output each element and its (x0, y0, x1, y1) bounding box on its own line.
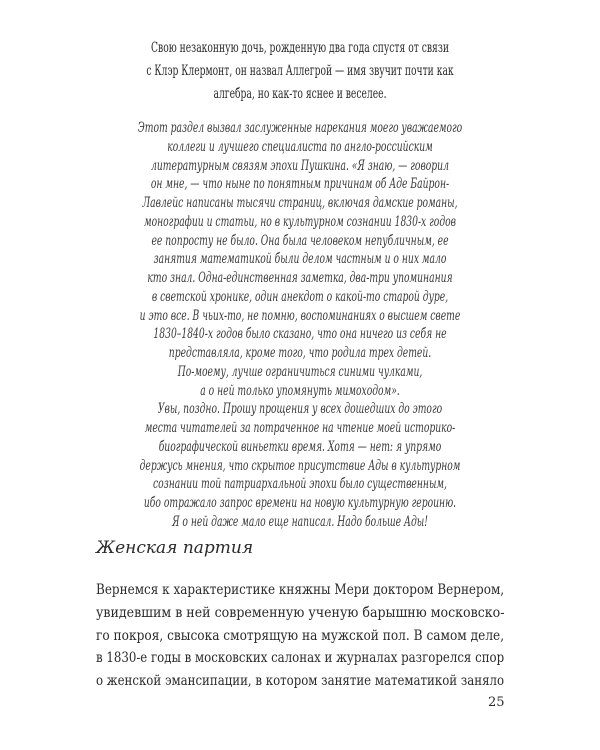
note-line: монографии и статьи, но в культурном сознании 1830-х годов (143, 214, 457, 230)
note-line: литературным связям эпохи Пушкина. «Я знаю, — говорил (151, 158, 449, 174)
body-line: го покроя, свысока смотрящую на мужской пол. В самом деле, (96, 628, 505, 644)
intro-line: с Клэр Клермонт, он назвал Аллегрой — имя звучит почти как (146, 63, 454, 79)
body-line: увидевшим в ней современную ученую барышню московско- (96, 605, 505, 621)
note-line: держусь мнения, что скрытое присутствие Ады в культурном (139, 458, 461, 474)
note-line: 1830–1840-х годов было сказано, что она ничего из себя не (153, 326, 447, 342)
note-line: Лавлейс написаны тысячи страниц, включая дамские романы, (142, 195, 458, 211)
note-line: сознании той патриархальной эпохи было существенным, (153, 476, 447, 492)
note-line: ее попросту не было. Она была человеком непубличным, ее (151, 233, 449, 249)
note-line: занятия математикой были делом частным и о них мало (153, 251, 447, 267)
note-line: в светской хронике, один анекдот о какой-то старой дуре, (151, 289, 449, 305)
note-line: биографической виньетки время. Хотя — нет: я упрямо (158, 439, 442, 455)
note-line: он мне, — что ныне по понятным причинам об Аде Байрон- (150, 176, 450, 192)
intro-line: Свою незаконную дочь, рожденную два года спустя от связи (151, 40, 449, 56)
note-line: и это все. В чьих-то, не помню, воспоминаниях о высшем свете (139, 308, 461, 324)
intro-line: алгебра, но как-то яснее и веселее. (213, 86, 387, 102)
body-line: Вернемся к характеристике княжны Мери доктором Вернером, (96, 582, 505, 598)
note-line: ибо отражало запрос времени на новую культурную героиню. (143, 495, 457, 511)
body-line: в 1830-е годы в московских салонах и журналах разгорелся спор (96, 650, 505, 666)
note-line: представляла, кроме того, что родила трех детей. (168, 345, 432, 361)
note-line: а о ней только упомянуть мимоходом». (200, 383, 400, 399)
note-line: коллеги и лучшего специалиста по англо-российским (167, 139, 433, 155)
note-line: Увы, поздно. Прошу прощения у всех дошедших до этого (157, 401, 443, 417)
note-line: По-моему, лучше ограничиться синими чулками, (177, 364, 423, 380)
note-line: Этот раздел вызвал заслуженные нарекания моего уважаемого (137, 120, 463, 136)
section-heading: Женская партия (96, 538, 254, 558)
body-line: о женской эмансипации, в котором занятие математикой заняло (96, 673, 505, 689)
note-line: места читателей за потраченное на чтение моей историко- (144, 420, 456, 436)
note-line: кто знал. Одна-единственная заметка, два-три упоминания (147, 270, 453, 286)
note-line: Я о ней даже мало еще написал. Надо больше Ады! (172, 514, 428, 530)
page-number: 25 (488, 695, 505, 710)
